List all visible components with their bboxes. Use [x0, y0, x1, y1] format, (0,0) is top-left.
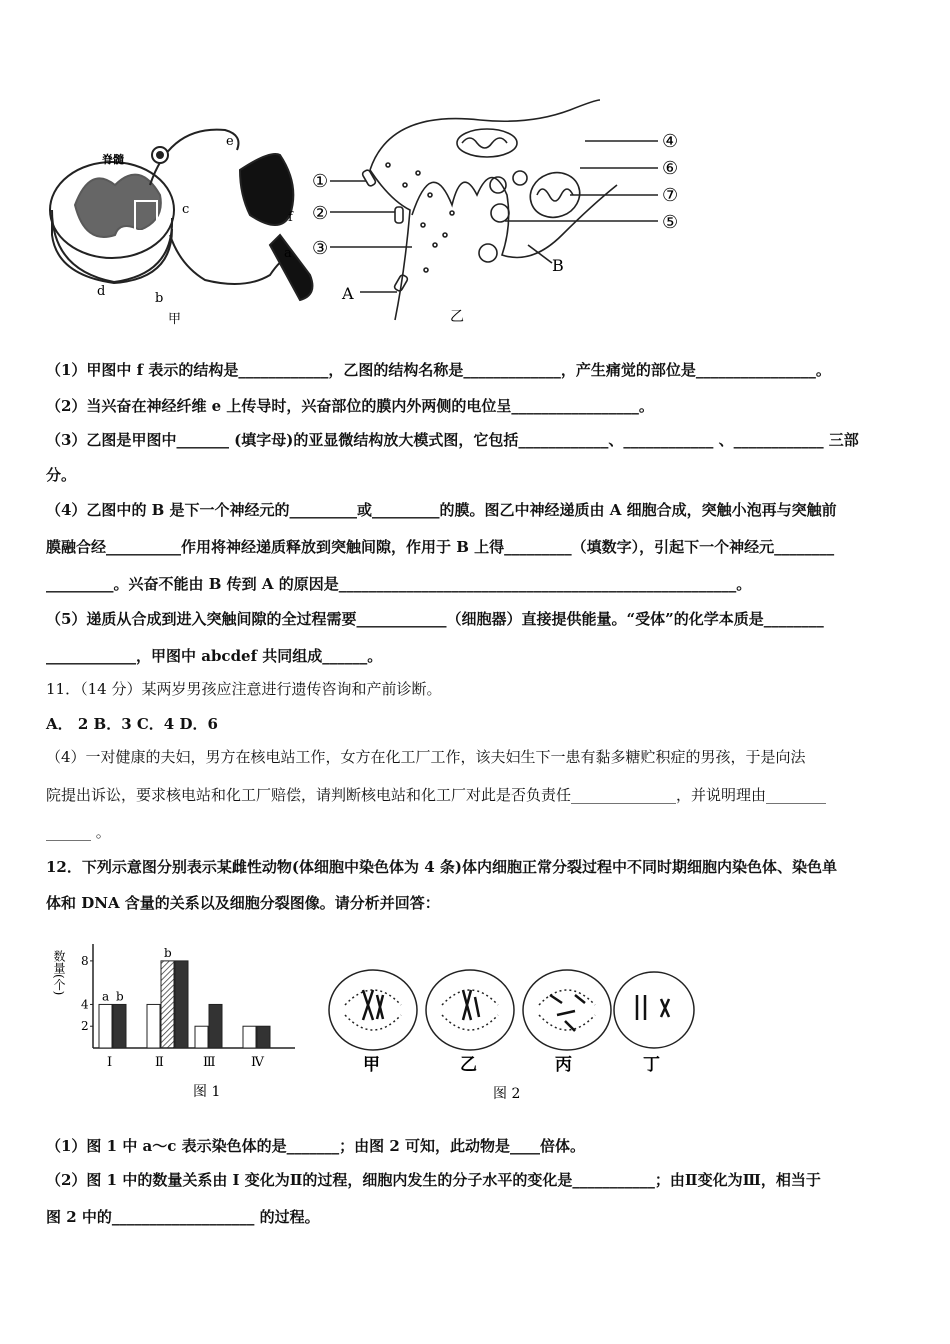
y-tick-4: 4 — [81, 997, 89, 1012]
label-f: f — [288, 210, 293, 225]
num-6: ⑥ — [662, 158, 679, 179]
q10-line-1: （1）甲图中 f 表示的结构是____________，乙图的结构名称是_____________，产生痛觉的部位是________________。 — [46, 361, 831, 379]
bar-c-2 — [161, 961, 174, 1048]
x-tick-2: Ⅱ — [155, 1055, 164, 1070]
x-tick-3: Ⅲ — [203, 1055, 216, 1070]
q11-line-5: ______ 。 — [46, 823, 111, 841]
num-5: ⑤ — [662, 212, 679, 233]
num-1: ① — [312, 171, 329, 192]
nervous-system-figure — [40, 95, 720, 335]
q11-options: A． 2 B．3 C．4 D．6 — [46, 715, 218, 733]
bar-annotation-b: b — [164, 945, 172, 960]
y-tick-2: 2 — [81, 1019, 89, 1034]
bar-a-1 — [99, 1004, 112, 1048]
num-4: ④ — [662, 131, 679, 152]
cell-label-yi: 乙 — [460, 1055, 477, 1075]
q12-line-3: （1）图 1 中 a～c 表示染色体的是_______；由图 2 可知，此动物是____倍体。 — [46, 1137, 585, 1155]
cell-jia — [329, 970, 417, 1050]
y-tick-8: 8 — [81, 953, 89, 968]
bar-b-3 — [209, 1004, 222, 1048]
num-2: ② — [312, 203, 329, 224]
caption-jia: 甲 — [168, 312, 182, 327]
bar-b-1 — [113, 1004, 126, 1048]
figure-yi — [330, 100, 658, 320]
figure-1-caption: 图 1 — [193, 1084, 221, 1100]
cell-label-ding: 丁 — [643, 1055, 660, 1075]
bar-annotation-b: b — [116, 989, 124, 1004]
q11-line-4: 院提出诉讼，要求核电站和化工厂赔偿，请判断核电站和化工厂对此是否负责任______________，并说明理由________ — [46, 786, 827, 804]
cell-bing — [523, 970, 611, 1050]
y-axis-label: 数量(个) — [52, 950, 66, 996]
q12-line-2: 体和 DNA 含量的关系以及细胞分裂图像。请分析并回答： — [46, 894, 440, 912]
figure-2-caption: 图 2 — [493, 1086, 521, 1102]
q10-line-2: （2）当兴奋在神经纤维 e 上传导时，兴奋部位的膜内外两侧的电位呈_________________。 — [46, 397, 654, 415]
q12-line-5: 图 2 中的___________________ 的过程。 — [46, 1208, 320, 1226]
q10-line-3: （3）乙图是甲图中_______ (填字母)的亚显微结构放大模式图，它包括____________、____________ 、____________ 三部 — [46, 431, 859, 449]
q10-line-5: （4）乙图中的 B 是下一个神经元的_________或_________的膜。图乙中神经递质由 A 细胞合成，突触小泡再与突触前 — [46, 501, 837, 519]
x-tick-1: Ⅰ — [107, 1055, 113, 1070]
label-spine: 脊髓 — [102, 153, 124, 166]
cell-ding — [614, 972, 694, 1048]
bar-b-2 — [175, 961, 188, 1048]
q10-line-9: ____________，甲图中 abcdef 共同组成______。 — [46, 647, 383, 665]
cell-label-jia: 甲 — [363, 1055, 380, 1075]
num-3: ③ — [312, 238, 329, 259]
q12-line-4: （2）图 1 中的数量关系由 I 变化为Ⅱ的过程，细胞内发生的分子水平的变化是___________；由Ⅱ变化为Ⅲ，相当于 — [46, 1171, 821, 1189]
label-e: e — [226, 134, 234, 149]
bar-a-2 — [147, 1004, 160, 1048]
bar-a-3 — [195, 1026, 208, 1048]
q12-line-1: 12．下列示意图分别表示某雌性动物(体细胞中染色体为 4 条)体内细胞正常分裂过程中不同时期细胞内染色体、染色单 — [46, 858, 837, 876]
bar-a-4 — [243, 1026, 256, 1048]
q10-line-7: _________。兴奋不能由 B 传到 A 的原因是_____________________________________________________。 — [46, 575, 752, 593]
label-B: B — [552, 256, 564, 275]
label-d: d — [97, 284, 106, 299]
label-a: a — [284, 246, 292, 261]
label-A: A — [342, 284, 354, 303]
q11-line-3: （4）一对健康的夫妇，男方在核电站工作，女方在化工厂工作，该夫妇生下一患有黏多糖贮积症的男孩，于是向法 — [46, 748, 806, 766]
q10-line-8: （5）递质从合成到进入突触间隙的全过程需要____________（细胞器）直接提供能量。“受体”的化学本质是________ — [46, 610, 824, 628]
figure-1-bar-chart — [45, 932, 305, 1102]
figure-2-cells — [325, 965, 705, 1110]
q11-line-1: 11．（14 分）某两岁男孩应注意进行遗传咨询和产前诊断。 — [46, 680, 442, 698]
cell-label-bing: 丙 — [555, 1055, 572, 1075]
q10-line-4: 分。 — [46, 466, 77, 484]
q10-line-6: 膜融合经__________作用将神经递质释放到突触间隙，作用于 B 上得_________（填数字），引起下一个神经元________ — [46, 538, 835, 556]
label-c: c — [182, 202, 190, 217]
caption-yi: 乙 — [450, 309, 464, 325]
num-7: ⑦ — [662, 185, 679, 206]
bar-annotation-a: a — [102, 989, 110, 1004]
label-b: b — [155, 291, 164, 306]
bar-b-4 — [257, 1026, 270, 1048]
cell-yi — [426, 970, 514, 1050]
x-tick-4: Ⅳ — [251, 1055, 264, 1070]
